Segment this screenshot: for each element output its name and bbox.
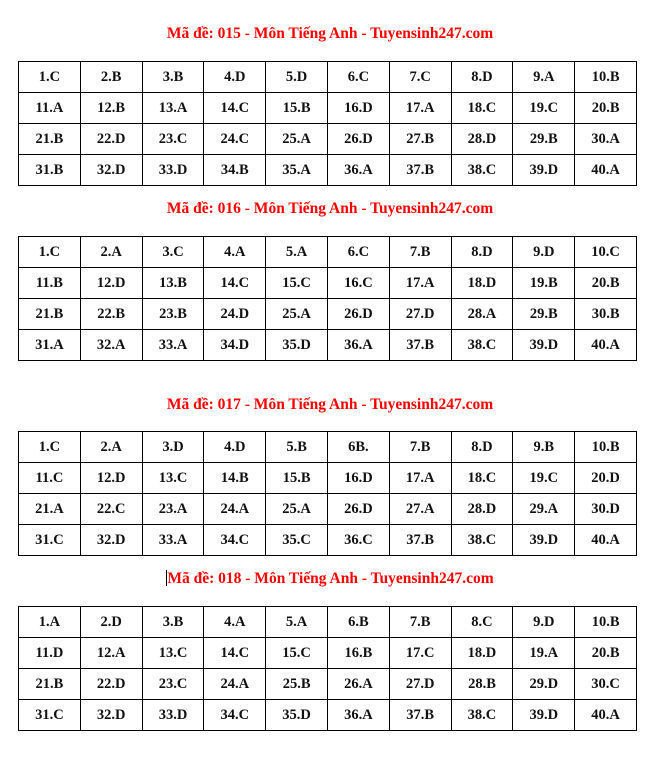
answer-cell: 20.B xyxy=(575,268,637,299)
answer-table-015 xyxy=(18,61,637,186)
answer-cell: 7.B xyxy=(389,237,451,268)
answer-cell: 13.B xyxy=(142,268,204,299)
answer-cell: 39.D xyxy=(513,155,575,186)
answer-table-017 xyxy=(18,431,637,556)
answer-cell: 35.C xyxy=(266,525,328,556)
answer-cell: 10.B xyxy=(575,432,637,463)
answer-cell: 2.A xyxy=(80,237,142,268)
answer-cell: 21.B xyxy=(19,299,81,330)
answer-cell: 40.A xyxy=(575,525,637,556)
answer-cell: 25.B xyxy=(266,669,328,700)
answer-cell: 39.D xyxy=(513,525,575,556)
answer-cell: 32.D xyxy=(80,155,142,186)
answer-cell: 32.A xyxy=(80,330,142,361)
answer-cell: 3.C xyxy=(142,237,204,268)
answer-cell: 6.B xyxy=(327,607,389,638)
answer-cell: 1.C xyxy=(19,432,81,463)
answer-cell: 18.C xyxy=(451,463,513,494)
answer-cell: 22.D xyxy=(80,124,142,155)
answer-cell: 16.B xyxy=(327,638,389,669)
answer-cell: 5.B xyxy=(266,432,328,463)
answer-cell: 8.D xyxy=(451,62,513,93)
answer-cell: 8.D xyxy=(451,237,513,268)
answer-cell: 12.A xyxy=(80,638,142,669)
answer-cell: 25.A xyxy=(266,124,328,155)
answer-cell: 27.A xyxy=(389,494,451,525)
answer-cell: 30.D xyxy=(575,494,637,525)
answer-cell: 2.D xyxy=(80,607,142,638)
answer-cell: 24.A xyxy=(204,669,266,700)
answer-cell: 21.B xyxy=(19,124,81,155)
section-heading-017: Mã đề: 017 - Môn Tiếng Anh - Tuyensinh247.com xyxy=(166,396,494,413)
answer-cell: 15.C xyxy=(266,638,328,669)
answer-cell: 28.D xyxy=(451,494,513,525)
answer-cell: 23.C xyxy=(142,124,204,155)
answer-cell: 18.D xyxy=(451,268,513,299)
answer-cell: 20.B xyxy=(575,638,637,669)
answer-cell: 1.C xyxy=(19,237,81,268)
answer-cell: 35.A xyxy=(266,155,328,186)
answer-cell: 38.C xyxy=(451,525,513,556)
section-heading-018: Mã đề: 018 - Môn Tiếng Anh - Tuyensinh247.com xyxy=(167,570,494,587)
answer-cell: 28.A xyxy=(451,299,513,330)
answer-cell: 30.C xyxy=(575,669,637,700)
answer-cell: 39.D xyxy=(513,330,575,361)
answer-cell: 4.D xyxy=(204,62,266,93)
answer-cell: 8.D xyxy=(451,432,513,463)
answer-cell: 19.A xyxy=(513,638,575,669)
table-row xyxy=(19,525,637,556)
answer-cell: 7.C xyxy=(389,62,451,93)
answer-cell: 1.A xyxy=(19,607,81,638)
answer-cell: 24.A xyxy=(204,494,266,525)
answer-cell: 23.B xyxy=(142,299,204,330)
answer-cell: 34.D xyxy=(204,330,266,361)
table-row xyxy=(19,463,637,494)
answer-cell: 33.A xyxy=(142,525,204,556)
answer-cell: 3.B xyxy=(142,607,204,638)
answer-cell: 40.A xyxy=(575,700,637,731)
answer-cell: 3.B xyxy=(142,62,204,93)
answer-cell: 29.B xyxy=(513,124,575,155)
answer-cell: 26.D xyxy=(327,124,389,155)
answer-cell: 30.A xyxy=(575,124,637,155)
table-row xyxy=(19,669,637,700)
answer-cell: 36.A xyxy=(327,155,389,186)
answer-cell: 40.A xyxy=(575,330,637,361)
answer-cell: 19.C xyxy=(513,93,575,124)
answer-cell: 16.C xyxy=(327,268,389,299)
answer-cell: 10.C xyxy=(575,237,637,268)
answer-cell: 2.B xyxy=(80,62,142,93)
answer-cell: 5.D xyxy=(266,62,328,93)
answer-cell: 10.B xyxy=(575,607,637,638)
section-heading-016: Mã đề: 016 - Môn Tiếng Anh - Tuyensinh247.com xyxy=(166,200,494,217)
answer-cell: 10.B xyxy=(575,62,637,93)
answer-cell: 40.A xyxy=(575,155,637,186)
answer-cell: 34.C xyxy=(204,525,266,556)
section-heading-015: Mã đề: 015 - Môn Tiếng Anh - Tuyensinh247.com xyxy=(166,25,494,42)
table-row xyxy=(19,299,637,330)
answer-cell: 4.A xyxy=(204,607,266,638)
answer-table-018 xyxy=(18,606,637,731)
table-row xyxy=(19,237,637,268)
answer-cell: 28.D xyxy=(451,124,513,155)
answer-table-016 xyxy=(18,236,637,361)
table-row xyxy=(19,700,637,731)
answer-cell: 23.C xyxy=(142,669,204,700)
answer-cell: 22.B xyxy=(80,299,142,330)
answer-cell: 27.D xyxy=(389,669,451,700)
answer-cell: 38.C xyxy=(451,700,513,731)
answer-cell: 26.D xyxy=(327,494,389,525)
answer-cell: 21.A xyxy=(19,494,81,525)
answer-cell: 19.C xyxy=(513,463,575,494)
answer-cell: 32.D xyxy=(80,700,142,731)
answer-cell: 14.C xyxy=(204,93,266,124)
answer-cell: 23.A xyxy=(142,494,204,525)
answer-cell: 13.C xyxy=(142,638,204,669)
answer-cell: 24.C xyxy=(204,124,266,155)
answer-cell: 39.D xyxy=(513,700,575,731)
answer-cell: 37.B xyxy=(389,155,451,186)
answer-cell: 7.B xyxy=(389,607,451,638)
table-row xyxy=(19,638,637,669)
table-row xyxy=(19,330,637,361)
answer-cell: 31.A xyxy=(19,330,81,361)
answer-cell: 12.D xyxy=(80,268,142,299)
table-row xyxy=(19,432,637,463)
answer-cell: 33.A xyxy=(142,330,204,361)
answer-cell: 31.C xyxy=(19,700,81,731)
answer-cell: 3.D xyxy=(142,432,204,463)
answer-cell: 29.A xyxy=(513,494,575,525)
answer-cell: 5.A xyxy=(266,607,328,638)
answer-cell: 29.B xyxy=(513,299,575,330)
answer-cell: 6.C xyxy=(327,62,389,93)
answer-cell: 9.D xyxy=(513,237,575,268)
answer-cell: 38.C xyxy=(451,330,513,361)
answer-cell: 30.B xyxy=(575,299,637,330)
section-heading-018-wrapper xyxy=(0,569,660,589)
table-row xyxy=(19,268,637,299)
answer-cell: 17.A xyxy=(389,93,451,124)
answer-cell: 19.B xyxy=(513,268,575,299)
table-row xyxy=(19,607,637,638)
answer-cell: 14.C xyxy=(204,638,266,669)
answer-cell: 37.B xyxy=(389,525,451,556)
answer-cell: 6B. xyxy=(327,432,389,463)
answer-cell: 12.D xyxy=(80,463,142,494)
answer-cell: 33.D xyxy=(142,700,204,731)
table-row xyxy=(19,124,637,155)
answer-cell: 34.C xyxy=(204,700,266,731)
answer-cell: 31.C xyxy=(19,525,81,556)
answer-cell: 12.B xyxy=(80,93,142,124)
answer-cell: 17.C xyxy=(389,638,451,669)
answer-cell: 17.A xyxy=(389,463,451,494)
answer-cell: 29.D xyxy=(513,669,575,700)
answer-cell: 22.C xyxy=(80,494,142,525)
answer-cell: 13.C xyxy=(142,463,204,494)
answer-cell: 11.B xyxy=(19,268,81,299)
answer-cell: 5.A xyxy=(266,237,328,268)
answer-cell: 9.B xyxy=(513,432,575,463)
answer-cell: 38.C xyxy=(451,155,513,186)
answer-cell: 21.B xyxy=(19,669,81,700)
answer-cell: 14.C xyxy=(204,268,266,299)
answer-cell: 24.D xyxy=(204,299,266,330)
answer-cell: 11.D xyxy=(19,638,81,669)
answer-cell: 28.B xyxy=(451,669,513,700)
answer-cell: 6.C xyxy=(327,237,389,268)
answer-cell: 36.A xyxy=(327,330,389,361)
answer-cell: 35.D xyxy=(266,330,328,361)
table-row xyxy=(19,93,637,124)
answer-cell: 4.D xyxy=(204,432,266,463)
answer-cell: 15.B xyxy=(266,93,328,124)
answer-cell: 1.C xyxy=(19,62,81,93)
answer-cell: 11.C xyxy=(19,463,81,494)
answer-cell: 25.A xyxy=(266,494,328,525)
answer-cell: 35.D xyxy=(266,700,328,731)
answer-cell: 9.A xyxy=(513,62,575,93)
answer-cell: 37.B xyxy=(389,700,451,731)
answer-cell: 34.B xyxy=(204,155,266,186)
answer-cell: 31.B xyxy=(19,155,81,186)
answer-cell: 20.B xyxy=(575,93,637,124)
answer-cell: 22.D xyxy=(80,669,142,700)
answer-cell: 33.D xyxy=(142,155,204,186)
answer-cell: 9.D xyxy=(513,607,575,638)
answer-cell: 37.B xyxy=(389,330,451,361)
answer-cell: 14.B xyxy=(204,463,266,494)
answer-cell: 7.B xyxy=(389,432,451,463)
answer-cell: 27.D xyxy=(389,299,451,330)
answer-cell: 15.C xyxy=(266,268,328,299)
answer-cell: 15.B xyxy=(266,463,328,494)
answer-cell: 4.A xyxy=(204,237,266,268)
answer-cell: 27.B xyxy=(389,124,451,155)
answer-cell: 26.A xyxy=(327,669,389,700)
answer-cell: 8.C xyxy=(451,607,513,638)
answer-cell: 36.A xyxy=(327,700,389,731)
answer-cell: 16.D xyxy=(327,463,389,494)
answer-cell: 32.D xyxy=(80,525,142,556)
answer-cell: 36.C xyxy=(327,525,389,556)
answer-cell: 20.D xyxy=(575,463,637,494)
answer-cell: 16.D xyxy=(327,93,389,124)
table-row xyxy=(19,494,637,525)
answer-cell: 17.A xyxy=(389,268,451,299)
answer-cell: 11.A xyxy=(19,93,81,124)
answer-cell: 25.A xyxy=(266,299,328,330)
answer-cell: 26.D xyxy=(327,299,389,330)
answer-cell: 13.A xyxy=(142,93,204,124)
answer-cell: 18.D xyxy=(451,638,513,669)
table-row xyxy=(19,155,637,186)
table-row xyxy=(19,62,637,93)
answer-cell: 2.A xyxy=(80,432,142,463)
answer-cell: 18.C xyxy=(451,93,513,124)
